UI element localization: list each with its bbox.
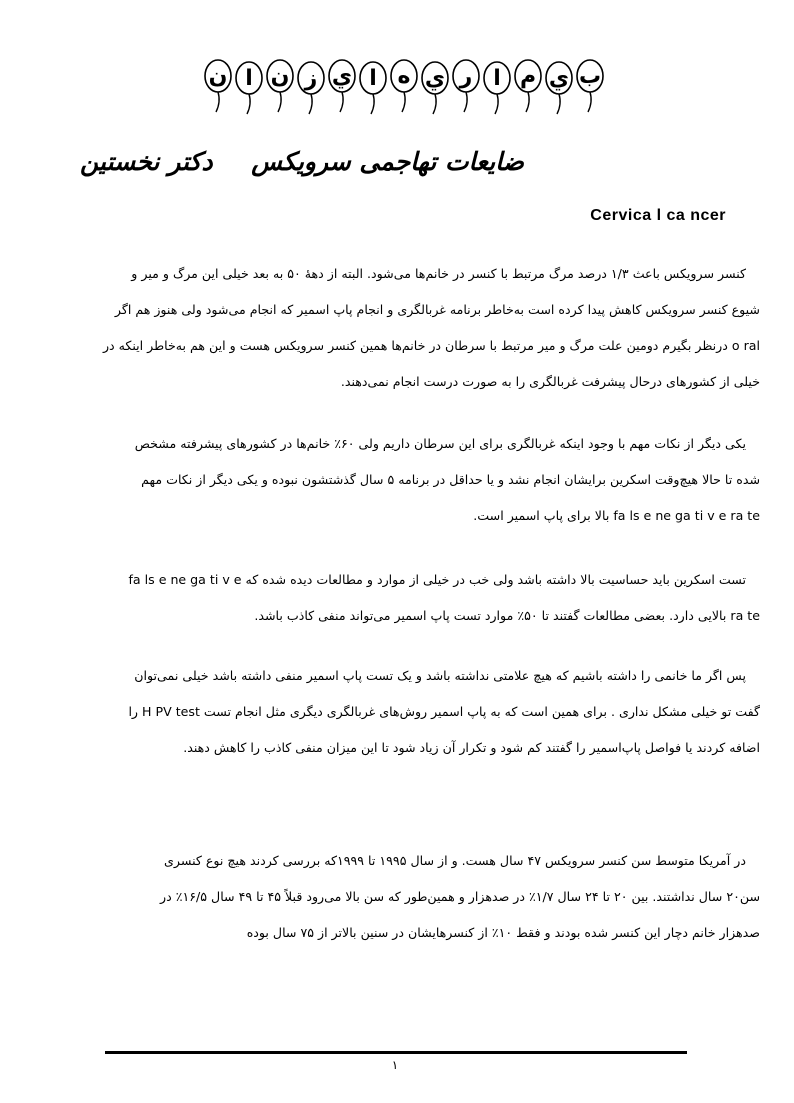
balloon-letter-text: ن	[208, 64, 228, 89]
balloon-letter	[453, 60, 479, 112]
balloon-string	[526, 92, 529, 112]
balloon-letter-text: ب	[578, 64, 602, 89]
balloon-letter	[236, 62, 262, 114]
paragraph-line: شیوع کنسر سرویکس کاهش پیدا کرده است به‌خاطر برنامه غربالگری و انجام پاپ اسمیر که انجام می‌شود ولی هنوز هم اگر	[114, 302, 760, 317]
page-title: ضایعات تهاجمی سرویکس	[251, 147, 524, 176]
page-number: ۱	[391, 1058, 399, 1072]
paragraph-line: اضافه کردند یا فواصل پاپ‌اسمیر را گفتند کم شود و تکرار آن زیاد شود تا این میزان منفی کاذب را کاهش دهند.	[183, 740, 760, 755]
paragraph-line: صدهزار خانم دچار این کنسر شده بودند و فقط ۱۰٪ از کنسرهایشان در سنین بالاتر از ۷۵ سال بوده	[246, 925, 760, 940]
balloon-string	[371, 94, 374, 114]
paragraph-line: یکی دیگر از نکات مهم با وجود اینکه غربالگری برای این سرطان داریم ولی ۶۰٪ خانم‌ها در کشورهای پیشرفته مشخص	[134, 436, 746, 451]
balloon-letter-text: ا	[245, 66, 253, 91]
balloon-letter-text: ي	[548, 66, 570, 91]
balloon-letter	[391, 60, 417, 112]
paragraph-line: کنسر سرویکس باعث ۱/۳ درصد مرگ مرتبط با کنسر در خانم‌ها می‌شود. البته از دههٔ ۵۰ به بعد خیلی این مرگ و میر و	[131, 266, 746, 281]
balloon-letter	[577, 60, 603, 112]
balloon-letter	[267, 60, 293, 112]
paragraph-1	[40, 256, 760, 400]
balloon-letter	[329, 60, 355, 112]
balloon-string	[464, 92, 467, 112]
paragraph-line: پس اگر ما خانمی را داشته باشیم که هیچ علامتی نداشته باشد و یک تست پاپ اسمیر منفی داشته باشد خیلی نمی‌توان	[134, 668, 746, 683]
balloon-string	[340, 92, 343, 112]
balloon-letter-text: م	[519, 64, 537, 89]
balloon-letter	[298, 62, 324, 114]
balloon-letter	[515, 60, 541, 112]
balloon-letter-text: ز	[304, 66, 318, 91]
paragraph-5	[40, 843, 760, 951]
paragraph-line: o ral درنظر بگیرم دومین علت مرگ و میر مرتبط با سرطان در خانم‌ها همین کنسر سرویکس هست و این هم به‌خاطر اینکه در	[102, 338, 760, 353]
author-name: دکتر نخستین	[80, 147, 213, 176]
paragraph-line: ra te بالایی دارد. بعضی مطالعات گفتند تا ۵۰٪ موارد تست پاپ اسمیر می‌تواند منفی کاذب باشد.	[254, 608, 760, 623]
paragraph-3	[40, 562, 760, 634]
balloon-string	[309, 94, 312, 114]
paragraph-line: خیلی از کشورهای درحال پیشرفت غربالگری را به صورت درست انجام نمی‌دهند.	[340, 374, 760, 389]
paragraph-line: گفت تو خیلی مشکل نداری . برای همین است که به پاپ اسمیر روش‌های غربالگری دیگری مثل انجام تست H PV test را	[128, 704, 760, 719]
balloon-string	[433, 94, 436, 114]
balloon-letter	[484, 62, 510, 114]
paragraph-line: سن۲۰ سال نداشتند. بین ۲۰ تا ۲۴ سال ۱/۷٪ در صدهزار و همین‌طور که سن بالا می‌رود قبلاً ۴۵ تا ۴۹ سال ۱۶/۵٪ در	[160, 889, 760, 904]
balloon-letter-text: ن	[270, 64, 290, 89]
balloon-string	[495, 94, 498, 114]
balloon-letter	[360, 62, 386, 114]
paragraph-line: تست اسکرین باید حساسیت بالا داشته باشد ولی خب در خیلی از موارد و مطالعات دیده شده که fa ls e ne ga ti v e	[128, 572, 746, 587]
paragraph-line: در آمریکا متوسط سن کنسر سرویکس ۴۷ سال هست. و از سال ۱۹۹۵ تا ۱۹۹۹که بررسی کردند هیچ نوع کنسری	[164, 853, 746, 868]
balloon-string	[278, 92, 281, 112]
balloon-string	[216, 92, 219, 112]
balloon-string	[588, 92, 591, 112]
balloon-title-banner	[200, 52, 605, 122]
english-subtitle: Cervica l ca ncer	[590, 207, 726, 224]
title-row	[0, 147, 794, 187]
balloon-string	[247, 94, 250, 114]
balloon-letter-text: ر	[459, 64, 473, 89]
balloon-letter	[422, 62, 448, 114]
paragraph-line: fa ls e ne ga ti v e ra te بالا برای پاپ اسمیر است.	[473, 508, 760, 523]
paragraph-line: شده تا حالا هیچ‌وقت اسکرین برایشان انجام نشد و یا حداقل در برنامه ۵ سال گذشتشون نبوده و یکی دیگر از نکات مهم	[141, 472, 760, 487]
balloon-letters-graphic	[200, 52, 605, 122]
balloon-letter-text: ا	[369, 66, 377, 91]
balloon-letter-text: ي	[424, 66, 446, 91]
balloon-string	[402, 92, 405, 112]
balloon-letter-text: ي	[331, 64, 353, 89]
paragraph-4	[40, 658, 760, 766]
paragraph-2	[40, 426, 760, 534]
balloon-string	[557, 94, 560, 114]
footer-divider	[105, 1051, 687, 1054]
balloon-letter	[205, 60, 231, 112]
balloon-letter	[546, 62, 572, 114]
balloon-letter-text: ا	[493, 66, 501, 91]
balloon-letter-text: ه	[397, 64, 411, 89]
